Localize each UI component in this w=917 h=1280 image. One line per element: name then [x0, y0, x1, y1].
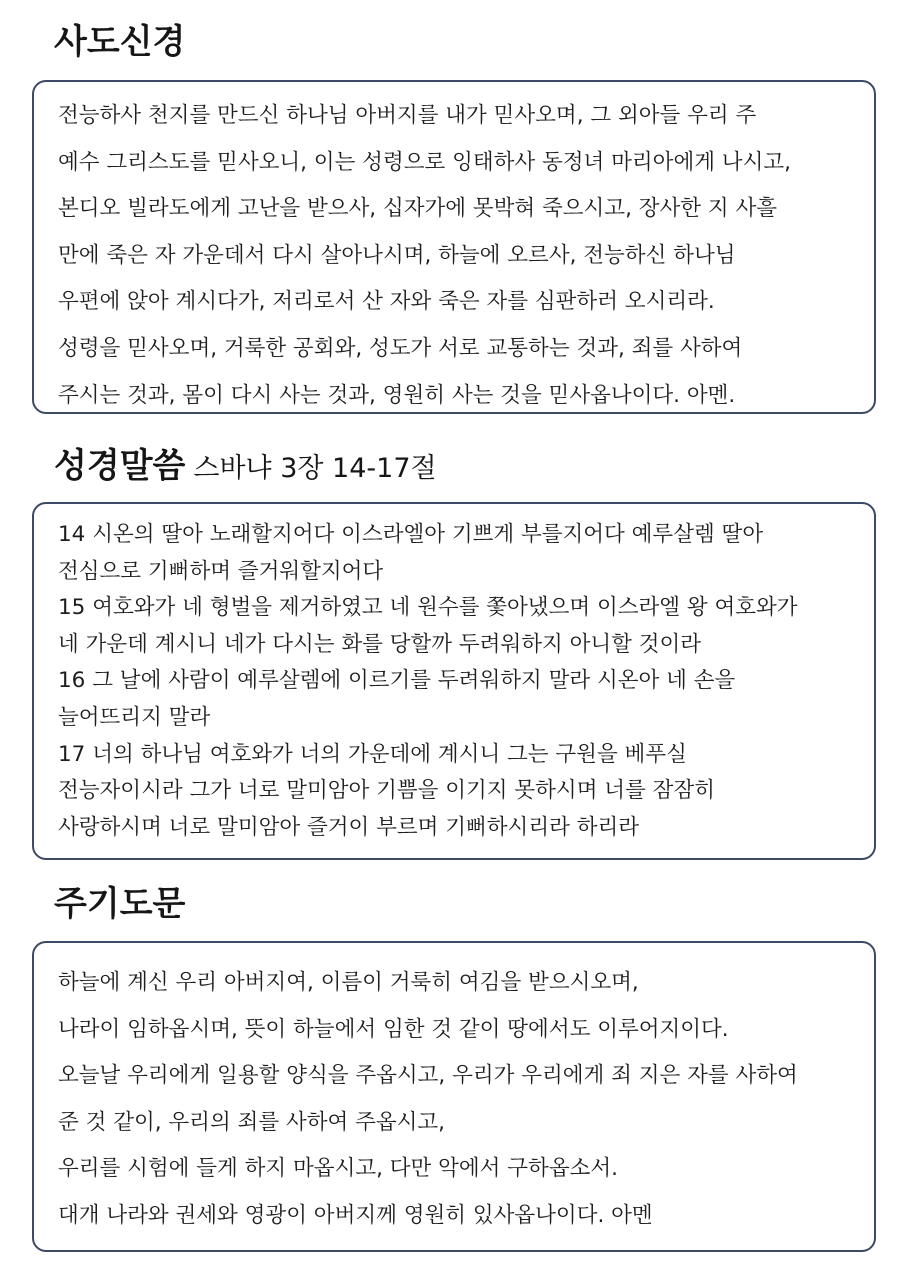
creed-title: 사도신경	[54, 22, 186, 62]
creed-line: 예수 그리스도를 믿사오니, 이는 성령으로 잉태하사 동정녀 마리아에게 나시고,	[58, 149, 791, 175]
prayer-box	[32, 941, 876, 1252]
scripture-line: 15 여호와가 네 형벌을 제거하였고 네 원수를 쫓아냈으며 이스라엘 왕 여호와가	[58, 595, 798, 621]
scripture-line: 사랑하시며 너로 말미암아 즐거이 부르며 기뻐하시리라 하리라	[58, 814, 640, 840]
creed-line: 주시는 것과, 몸이 다시 사는 것과, 영원히 사는 것을 믿사옵나이다. 아멘.	[58, 382, 736, 408]
creed-line: 성령을 믿사오며, 거룩한 공회와, 성도가 서로 교통하는 것과, 죄를 사하여	[58, 335, 743, 361]
scripture-reference: 스바냐 3장 14-17절	[193, 453, 437, 484]
creed-box	[32, 80, 876, 414]
creed-line: 전능하사 천지를 만드신 하나님 아버지를 내가 믿사오며, 그 외아들 우리 주	[58, 103, 757, 128]
prayer-line: 대개 나라와 권세와 영광이 아버지께 영원히 있사옵나이다. 아멘	[58, 1202, 653, 1228]
prayer-line: 준 것 같이, 우리의 죄를 사하여 주옵시고,	[58, 1109, 445, 1135]
prayer-title: 주기도문	[54, 884, 186, 924]
scripture-title	[54, 446, 437, 489]
prayer-line: 하늘에 계신 우리 아버지여, 이름이 거룩히 여김을 받으시오며,	[58, 970, 639, 995]
scripture-line: 14 시온의 딸아 노래할지어다 이스라엘아 기쁘게 부를지어다 예루살렘 딸아	[58, 522, 764, 547]
scripture-line: 16 그 날에 사람이 예루살렘에 이르기를 두려워하지 말라 시온아 네 손을	[58, 668, 736, 694]
scripture-line: 전능자이시라 그가 너로 말미암아 기쁨을 이기지 못하시며 너를 잠잠히	[58, 778, 715, 804]
prayer-line: 오늘날 우리에게 일용할 양식을 주옵시고, 우리가 우리에게 죄 지은 자를 사하여	[58, 1063, 798, 1089]
prayer-line: 우리를 시험에 들게 하지 마옵시고, 다만 악에서 구하옵소서.	[58, 1156, 618, 1182]
prayer-line: 나라이 임하옵시며, 뜻이 하늘에서 임한 것 같이 땅에서도 이루어지이다.	[58, 1016, 729, 1042]
creed-line: 본디오 빌라도에게 고난을 받으사, 십자가에 못박혀 죽으시고, 장사한 지 사흘	[58, 196, 778, 222]
scripture-line: 네 가운데 계시니 네가 다시는 화를 당할까 두려워하지 아니할 것이라	[58, 631, 702, 657]
creed-line: 만에 죽은 자 가운데서 다시 살아나시며, 하늘에 오르사, 전능하신 하나님	[58, 242, 736, 268]
scripture-line: 전심으로 기뻐하며 즐거워할지어다	[58, 558, 384, 584]
creed-line: 우편에 앉아 계시다가, 저리로서 산 자와 죽은 자를 심판하러 오시리라.	[58, 289, 715, 315]
scripture-line: 늘어뜨리지 말라	[58, 704, 211, 730]
scripture-line: 17 너의 하나님 여호와가 너의 가운데에 계시니 그는 구원을 베푸실	[58, 741, 687, 767]
scripture-box	[32, 502, 876, 860]
scripture-title-text: 성경말씀	[54, 446, 186, 486]
